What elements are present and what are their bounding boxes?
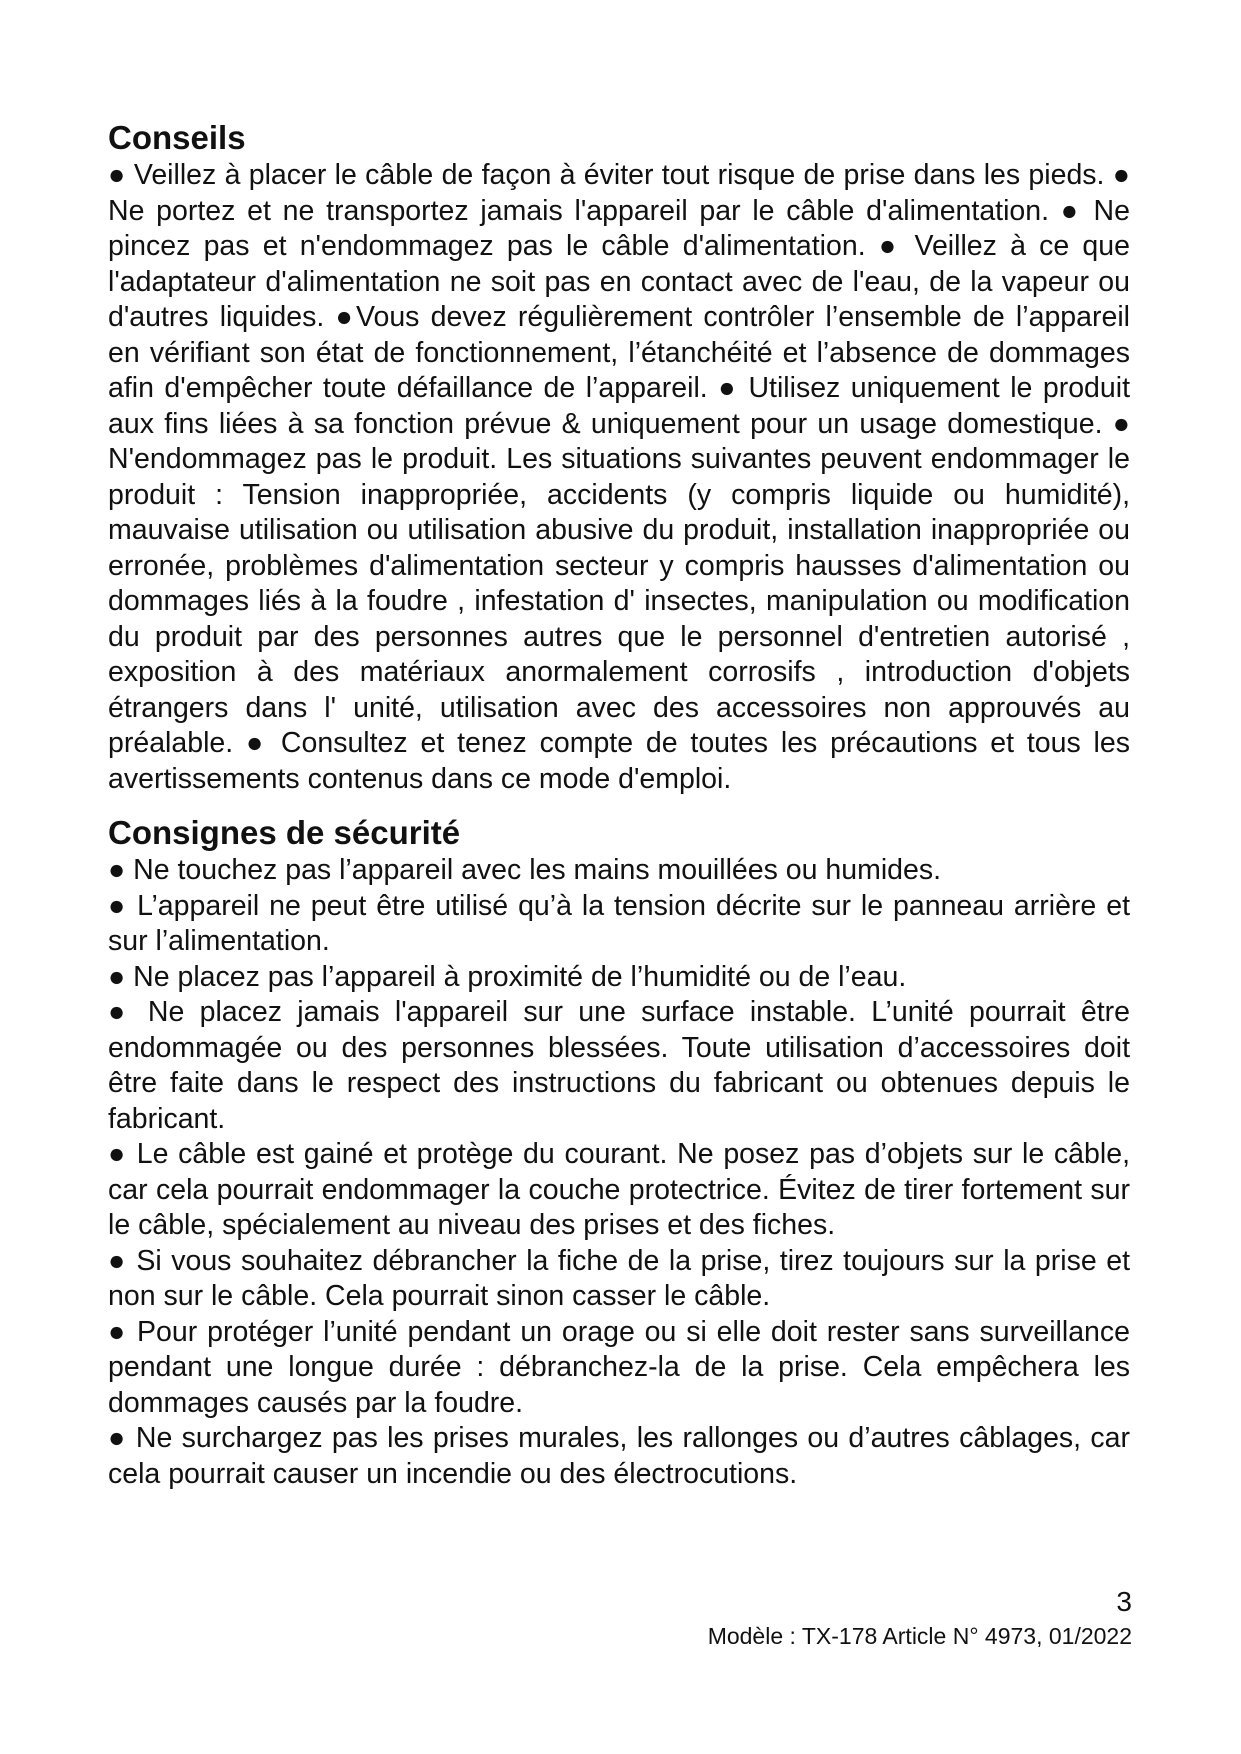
page-number: 3 (1116, 1586, 1132, 1617)
conseils-paragraph: ● Veillez à placer le câble de façon à éviter tout risque de prise dans les pieds. ● Ne portez et ne transportez jamais l'appareil par le câble d'alimentation. ● Ne pincez pas et n'endommagez pas le câble d'alimentation. ● Veillez à ce que l'adaptateur d'alimentation ne soit pas en contact avec de l'eau, de la vapeur ou d'autres liquides. ●Vous devez régulièrement contrôler l’ensemble de l’appareil en vérifiant son état de fonctionnement, l’étanchéité et l’absence de dommages afin d'empêcher toute défaillance de l’appareil. ● Utilisez uniquement le produit aux fins liées à sa fonction prévue & uniquement pour un usage domestique. ● N'endommagez pas le produit. Les situations suivantes peuvent endommager le produit : Tension inappropriée, accidents (y compris liquide ou humidité), mauvaise utilisation ou utilisation abusive du produit, installation inappropriée ou erronée, problèmes d'alimentation secteur y compris hausses d'alimentation ou dommages liés à la foudre , infestation d' insectes, manipulation ou modification du produit par des personnes autres que le personnel d'entretien autorisé , exposition à des matériaux anormalement corrosifs , introduction d'objets étrangers dans l' unité, utilisation avec des accessoires non approuvés au préalable. ● Consultez et tenez compte de toutes les précautions et tous les avertissements contenus dans ce mode d'emploi. (108, 159, 1130, 795)
safety-item: ● Ne placez pas l’appareil à proximité de l’humidité ou de l’eau. (108, 960, 907, 993)
document-page (108, 118, 1130, 1492)
safety-item: ● Ne touchez pas l’appareil avec les mains mouillées ou humides. (108, 854, 942, 886)
section-title-conseils: Conseils (108, 119, 246, 156)
safety-item: ● Pour protéger l’unité pendant un orage ou si elle doit rester sans surveillance pendant une longue durée : débranchez-la de la prise. Cela empêchera les dommages causés par la foudre. (108, 1315, 1130, 1419)
model-info: Modèle : TX-178 Article N° 4973, 01/2022 (707, 1623, 1132, 1649)
safety-item: ● Si vous souhaitez débrancher la fiche de la prise, tirez toujours sur la prise et non sur le câble. Cela pourrait sinon casser le câble. (108, 1244, 1130, 1312)
safety-list (108, 853, 1130, 1492)
safety-item: ● Ne surchargez pas les prises murales, les rallonges ou d’autres câblages, car cela pourrait causer un incendie ou des électrocutions. (108, 1422, 1130, 1490)
safety-item: ● Le câble est gainé et protège du courant. Ne posez pas d’objets sur le câble, car cela pourrait endommager la couche protectrice. Évitez de tirer fortement sur le câble, spécialement au niveau des prises et des fiches. (108, 1138, 1130, 1241)
safety-item: ● Ne placez jamais l'appareil sur une surface instable. L’unité pourrait être endommagée ou des personnes blessées. Toute utilisation d’accessoires doit être faite dans le respect des instructions du fabricant ou obtenues depuis le fabricant. (108, 996, 1130, 1135)
safety-item: ● L’appareil ne peut être utilisé qu’à la tension décrite sur le panneau arrière et sur l’alimentation. (108, 889, 1130, 957)
section-title-securite: Consignes de sécurité (108, 814, 461, 851)
